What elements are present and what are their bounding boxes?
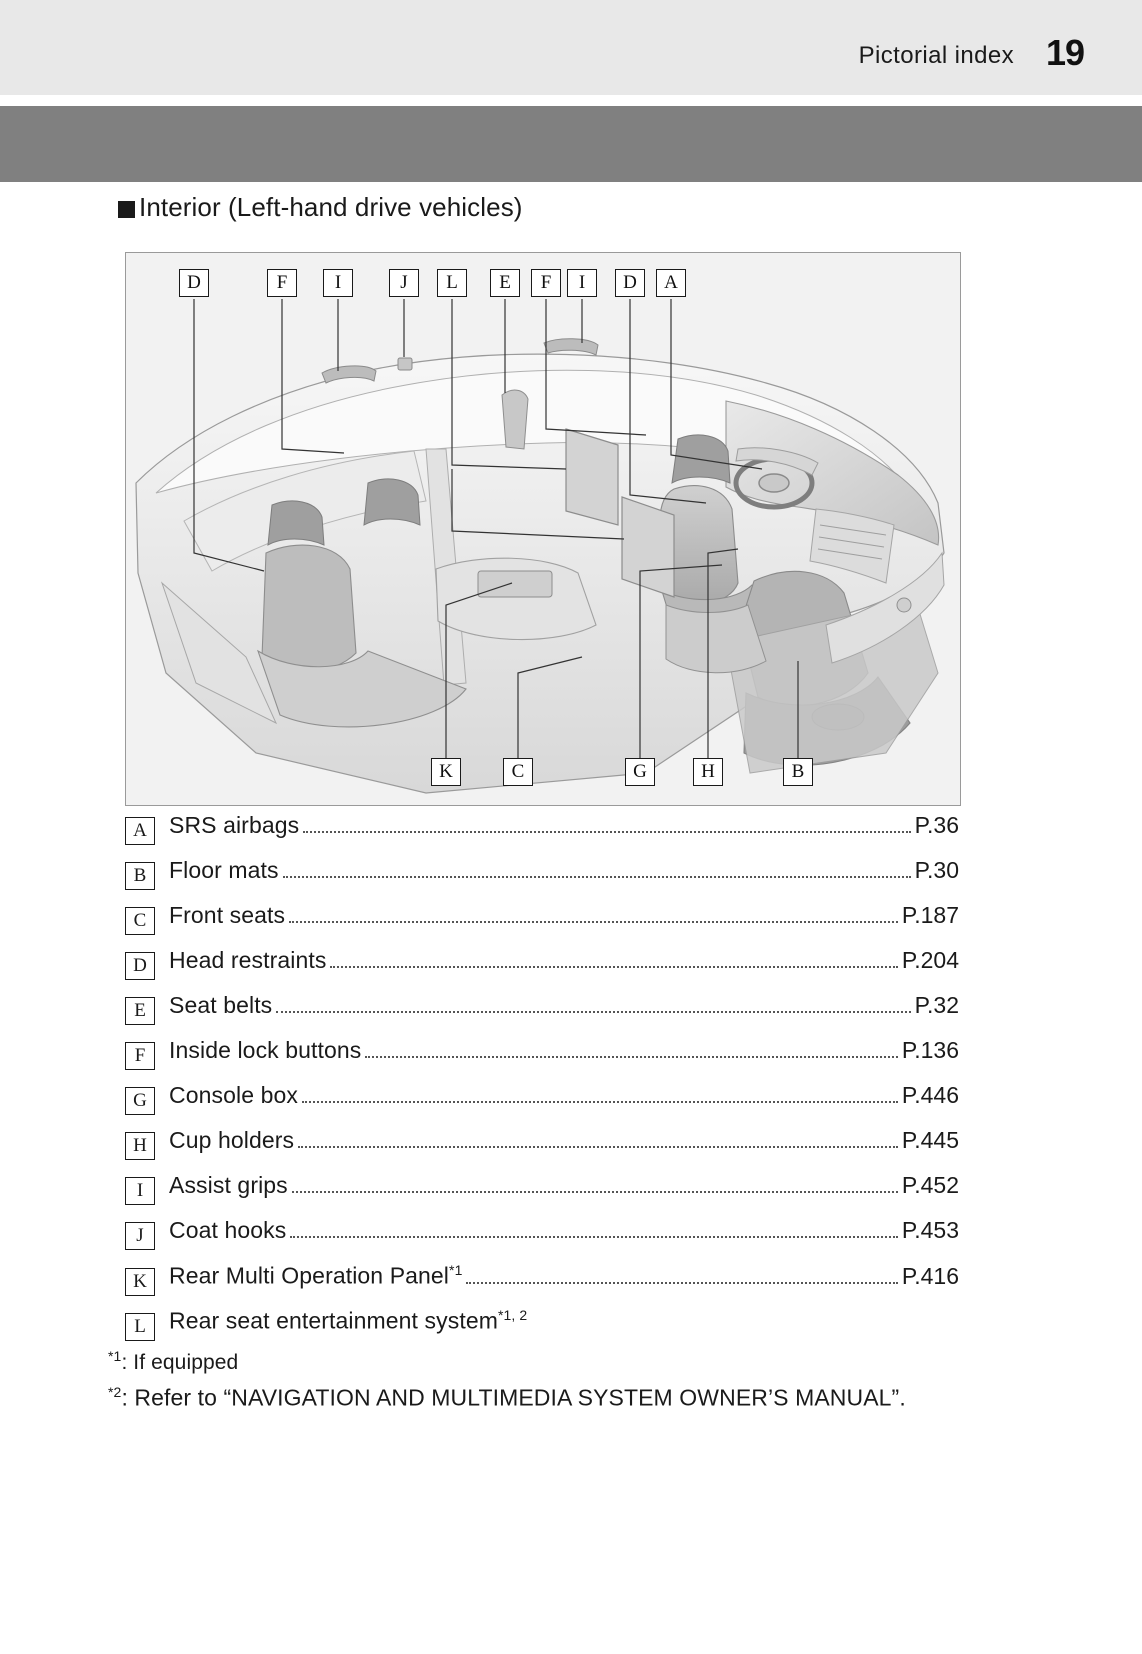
index-page-H[interactable]: P.445	[901, 1127, 959, 1153]
index-letter-H: H	[125, 1132, 155, 1160]
header-title: Pictorial index	[858, 42, 1014, 69]
index-label-L: Rear seat entertainment system$^{*1, 2}$	[169, 1307, 528, 1334]
leader-dots	[365, 1055, 897, 1058]
index-letter-L: L	[125, 1313, 155, 1341]
index-row-F[interactable]	[125, 1037, 959, 1082]
footnote-ref: *1	[449, 1262, 463, 1278]
callout-bottom-G: G	[625, 758, 655, 786]
square-bullet-icon	[118, 201, 135, 218]
leader-dots	[276, 1010, 910, 1013]
footnote-2-marker: *2	[108, 1384, 122, 1400]
footnote-1-text: : If equipped	[121, 1351, 239, 1374]
leader-dots	[330, 965, 897, 968]
index-letter-J: J	[125, 1222, 155, 1250]
index-letter-A: A	[125, 817, 155, 845]
index-letter-K: K	[125, 1268, 155, 1296]
index-page-C[interactable]: P.187	[901, 902, 959, 928]
car-interior-drawing	[126, 253, 960, 805]
leader-dots	[289, 920, 898, 923]
leader-dots	[302, 1100, 898, 1103]
index-row-I[interactable]	[125, 1172, 959, 1217]
leader-dots	[303, 830, 910, 833]
callout-top-J: J	[389, 269, 419, 297]
leader-dots	[292, 1190, 898, 1193]
callout-top-F2: F	[531, 269, 561, 297]
index-page-F[interactable]: P.136	[901, 1037, 959, 1063]
index-letter-I: I	[125, 1177, 155, 1205]
footnote-1-marker: *1	[108, 1348, 122, 1364]
callout-bottom-C: C	[503, 758, 533, 786]
index-label-B: Floor mats	[169, 857, 279, 883]
index-page-A[interactable]: P.36	[914, 812, 959, 838]
index-letter-C: C	[125, 907, 155, 935]
leader-dots	[466, 1281, 897, 1284]
index-page-D[interactable]: P.204	[901, 947, 959, 973]
callout-top-F1: F	[267, 269, 297, 297]
interior-illustration	[125, 252, 961, 806]
callout-top-D1: D	[179, 269, 209, 297]
index-label-I: Assist grips	[169, 1172, 288, 1198]
leader-dots	[283, 875, 911, 878]
index-label-F: Inside lock buttons	[169, 1037, 362, 1063]
index-row-C[interactable]	[125, 902, 959, 947]
index-letter-B: B	[125, 862, 155, 890]
callout-top-I1: I	[323, 269, 353, 297]
index-letter-G: G	[125, 1087, 155, 1115]
index-letter-D: D	[125, 952, 155, 980]
callout-top-I2: I	[567, 269, 597, 297]
section-heading	[118, 192, 523, 223]
page-number: 19	[1045, 32, 1084, 73]
section-title-text: Interior (Left-hand drive vehicles)	[139, 192, 523, 222]
index-row-D[interactable]	[125, 947, 959, 992]
index-label-E: Seat belts	[169, 992, 273, 1018]
index-row-J[interactable]	[125, 1217, 959, 1262]
index-label-C: Front seats	[169, 902, 286, 928]
index-page-I[interactable]: P.452	[901, 1172, 959, 1198]
callout-top-E: E	[490, 269, 520, 297]
index-letter-F: F	[125, 1042, 155, 1070]
index-page-E[interactable]: P.32	[914, 992, 959, 1018]
callout-bottom-B: B	[783, 758, 813, 786]
header-gray-band	[0, 106, 1142, 182]
footnote-2	[108, 1384, 1008, 1412]
index-row-H[interactable]	[125, 1127, 959, 1172]
callout-top-A: A	[656, 269, 686, 297]
callout-top-D2: D	[615, 269, 645, 297]
index-letter-E: E	[125, 997, 155, 1025]
index-row-G[interactable]	[125, 1082, 959, 1127]
callout-bottom-K: K	[431, 758, 461, 786]
callout-bottom-H: H	[693, 758, 723, 786]
index-page-K[interactable]: P.416	[901, 1262, 959, 1289]
index-label-H: Cup holders	[169, 1127, 295, 1153]
page-header	[0, 0, 1142, 95]
callout-top-L: L	[437, 269, 467, 297]
index-label-D: Head restraints	[169, 947, 327, 973]
index-page-G[interactable]: P.446	[901, 1082, 959, 1108]
leader-dots	[298, 1145, 898, 1148]
footnote-2-text: : Refer to “NAVIGATION AND MULTIMEDIA SYSTEM OWNER’S MANUAL”.	[121, 1384, 906, 1411]
index-row-E[interactable]	[125, 992, 959, 1037]
leader-dots	[290, 1235, 898, 1238]
index-page-B[interactable]: P.30	[914, 857, 959, 883]
pictorial-index-list	[125, 812, 959, 1352]
footnote-1	[108, 1348, 1008, 1375]
index-row-A[interactable]	[125, 812, 959, 857]
index-row-K[interactable]	[125, 1262, 959, 1307]
index-label-G: Console box	[169, 1082, 298, 1108]
index-page-J[interactable]: P.453	[901, 1217, 959, 1243]
index-label-J: Coat hooks	[169, 1217, 287, 1243]
index-row-L[interactable]	[125, 1307, 959, 1352]
footnotes	[108, 1348, 1008, 1421]
footnote-ref: *1, 2	[497, 1307, 528, 1323]
index-label-K: Rear Multi Operation Panel$^{*1}$	[169, 1262, 463, 1289]
index-label-A: SRS airbags	[169, 812, 300, 838]
index-row-B[interactable]	[125, 857, 959, 902]
